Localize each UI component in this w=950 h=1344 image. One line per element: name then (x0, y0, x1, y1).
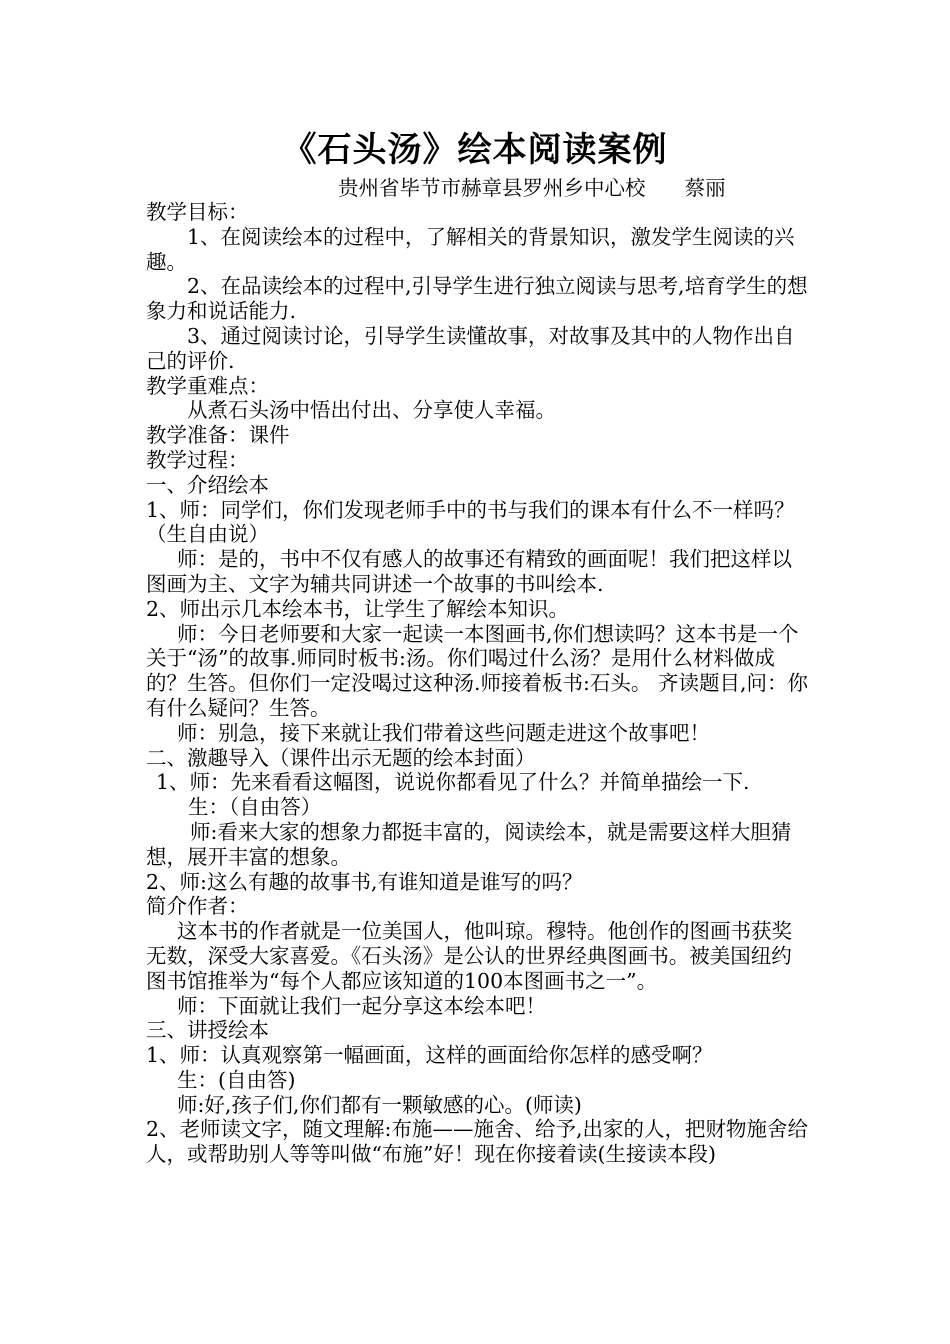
paragraph: 从煮石头汤中悟出付出、分享使人幸福。 (187, 398, 556, 423)
section-heading: 三、讲授绘本 (146, 1018, 269, 1043)
section-heading: 一、介绍绘本 (146, 472, 269, 497)
paragraph: 1、师：同学们，你们发现老师手中的书与我们的课本有什么不一样吗？（生自由说） (146, 497, 795, 547)
author-line: 贵州省毕节市赫章县罗州乡中心校 蔡丽 (338, 176, 726, 200)
paragraph: 1、师：先来看看这幅图，说说你都看见了什么？并简单描绘一下. (156, 770, 750, 795)
paragraph: 师：是的，书中不仅有感人的故事还有精致的画面呢！我们把这样以图画为主、文字为辅共同讲述一个故事的书叫绘本. (146, 547, 792, 596)
paragraph: 生：(自由答) (177, 1067, 296, 1092)
paragraph: 2、在品读绘本的过程中,引导学生进行独立阅读与思考,培育学生的想象力和说话能力. (146, 274, 808, 324)
paragraph: 1、师：认真观察第一幅画面，这样的画面给你怎样的感受啊？ (146, 1043, 713, 1068)
paragraph: 师：别急，接下来就让我们带着这些问题走进这个故事吧！ (177, 720, 710, 745)
paragraph: 2、师:这么有趣的故事书,有谁知道是谁写的吗？ (146, 869, 583, 894)
document-title: 《石头汤》绘本阅读案例 (282, 130, 668, 170)
section-heading: 二、激趣导入（课件出示无题的绘本封面） (146, 745, 536, 770)
paragraph: 1、在阅读绘本的过程中，了解相关的背景知识，激发学生阅读的兴趣。 (146, 224, 795, 274)
paragraph: 师：下面就让我们一起分享这本绘本吧！ (177, 993, 546, 1018)
paragraph: 师:看来大家的想象力都挺丰富的，阅读绘本，就是需要这样大胆猜想，展开丰富的想象。 (146, 819, 792, 869)
paragraph: 师:好,孩子们,你们都有一颗敏感的心。(师读) (177, 1092, 582, 1117)
paragraph: 生：（自由答） (188, 795, 322, 820)
paragraph: 3、通过阅读讨论，引导学生读懂故事，对故事及其中的人物作出自己的评价. (146, 323, 795, 373)
paragraph: 2、老师读文字，随文理解:布施——施舍、给予,出家的人，把财物施舍给人，或帮助别人等等叫做“布施”好！现在你接着读(生接读本段) (146, 1117, 808, 1167)
paragraph: 2、师出示几本绘本书，让学生了解绘本知识。 (146, 596, 570, 621)
section-heading: 教学目标： (146, 200, 249, 224)
section-heading: 教学重难点： (146, 373, 269, 398)
section-heading: 教学准备：课件 (146, 423, 290, 448)
paragraph: 师：今日老师要和大家一起读一本图画书,你们想读吗？这本书是一个关于“汤”的故事.师同时板书:汤。你们喝过什么汤？是用什么材料做成的？生答。但你们一定没喝过这种汤.师接着板书:石头。 齐读题目,问：你有什么疑问？生答。 (146, 621, 808, 720)
document-body (146, 200, 811, 1167)
paragraph: 这本书的作者就是一位美国人，他叫琼。穆特。他创作的图画书获奖无数，深受大家喜爱。《石头汤》是公认的世界经典图画书。被美国纽约图书馆推举为“每个人都应该知道的100本图画书之一”。 (146, 919, 792, 993)
section-heading: 教学过程： (146, 447, 249, 472)
section-heading: 简介作者： (146, 894, 249, 919)
